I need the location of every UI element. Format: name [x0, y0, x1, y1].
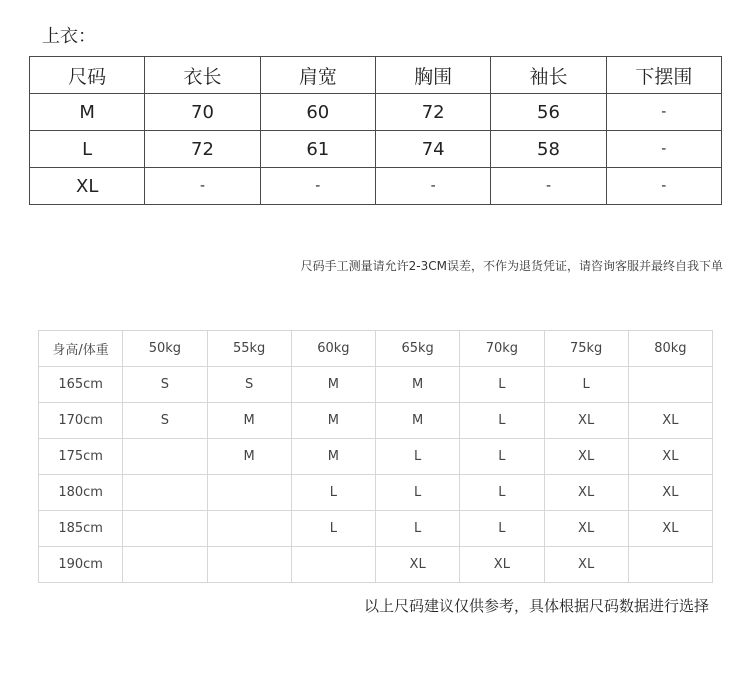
table-cell: 175cm [39, 439, 123, 475]
header-weight: 75kg [544, 331, 628, 367]
table-cell [628, 367, 712, 403]
table-cell [291, 547, 375, 583]
header-sleeve: 袖长 [491, 57, 606, 94]
fit-table-header-row [39, 331, 713, 367]
table-cell [123, 511, 207, 547]
header-chest: 胸围 [375, 57, 490, 94]
table-cell: 70 [145, 94, 260, 131]
size-table-header-row [30, 57, 722, 94]
table-cell: XL [544, 403, 628, 439]
table-cell: L [376, 511, 460, 547]
header-size: 尺码 [30, 57, 145, 94]
table-cell: S [123, 367, 207, 403]
table-cell: - [260, 168, 375, 205]
table-row [30, 94, 722, 131]
table-cell [207, 511, 291, 547]
table-cell: XL [30, 168, 145, 205]
size-recommendation-table [38, 330, 713, 583]
header-length: 衣长 [145, 57, 260, 94]
header-weight: 55kg [207, 331, 291, 367]
table-cell: 72 [145, 131, 260, 168]
table-cell: - [606, 168, 721, 205]
header-weight: 65kg [376, 331, 460, 367]
table-cell [123, 547, 207, 583]
table-cell: - [606, 94, 721, 131]
table-cell: 58 [491, 131, 606, 168]
table-cell: L [376, 439, 460, 475]
table-cell: - [491, 168, 606, 205]
table-cell: XL [628, 439, 712, 475]
table-cell: L [291, 475, 375, 511]
table-cell: L [460, 475, 544, 511]
footer-note: 以上尺码建议仅供参考，具体根据尺码数据进行选择 [363, 597, 709, 615]
header-weight: 70kg [460, 331, 544, 367]
header-weight: 60kg [291, 331, 375, 367]
table-cell: M [207, 439, 291, 475]
table-cell: M [376, 403, 460, 439]
table-cell: XL [544, 511, 628, 547]
table-cell: 170cm [39, 403, 123, 439]
table-cell: L [544, 367, 628, 403]
table-cell: M [291, 367, 375, 403]
table-cell: S [123, 403, 207, 439]
table-cell: XL [376, 547, 460, 583]
table-cell: XL [460, 547, 544, 583]
size-measurement-table [29, 56, 722, 205]
header-weight: 50kg [123, 331, 207, 367]
table-cell: - [145, 168, 260, 205]
table-cell: L [376, 475, 460, 511]
table-cell: 185cm [39, 511, 123, 547]
table-row [39, 403, 713, 439]
table-cell: L [460, 403, 544, 439]
table-cell: M [30, 94, 145, 131]
table-cell: M [207, 403, 291, 439]
table-cell: L [460, 367, 544, 403]
header-weight: 80kg [628, 331, 712, 367]
table-cell [123, 439, 207, 475]
table-cell [123, 475, 207, 511]
header-shoulder: 肩宽 [260, 57, 375, 94]
table-cell: XL [544, 475, 628, 511]
table-row [39, 475, 713, 511]
measurement-note: 尺码手工测量请允许2-3CM误差，不作为退货凭证，请咨询客服并最终自我下单 [300, 259, 723, 273]
table-cell: XL [544, 547, 628, 583]
table-cell: XL [628, 403, 712, 439]
table-row [30, 131, 722, 168]
table-cell: - [375, 168, 490, 205]
table-row [39, 547, 713, 583]
table-cell: XL [628, 511, 712, 547]
table-cell [207, 547, 291, 583]
table-cell [207, 475, 291, 511]
section-title: 上衣： [42, 26, 96, 47]
table-cell: L [291, 511, 375, 547]
table-cell: XL [544, 439, 628, 475]
table-cell: 180cm [39, 475, 123, 511]
table-cell: S [207, 367, 291, 403]
table-cell: 74 [375, 131, 490, 168]
table-cell: L [30, 131, 145, 168]
table-cell: M [376, 367, 460, 403]
table-cell: L [460, 439, 544, 475]
table-cell: 165cm [39, 367, 123, 403]
table-row [39, 367, 713, 403]
table-cell [628, 547, 712, 583]
header-height-weight: 身高/体重 [39, 331, 123, 367]
table-cell: 61 [260, 131, 375, 168]
table-row [39, 439, 713, 475]
table-cell: 72 [375, 94, 490, 131]
table-row [30, 168, 722, 205]
table-cell: 60 [260, 94, 375, 131]
table-cell: XL [628, 475, 712, 511]
table-cell: L [460, 511, 544, 547]
table-cell: M [291, 439, 375, 475]
table-row [39, 511, 713, 547]
table-cell: - [606, 131, 721, 168]
table-cell: 190cm [39, 547, 123, 583]
header-hem: 下摆围 [606, 57, 721, 94]
table-cell: 56 [491, 94, 606, 131]
table-cell: M [291, 403, 375, 439]
